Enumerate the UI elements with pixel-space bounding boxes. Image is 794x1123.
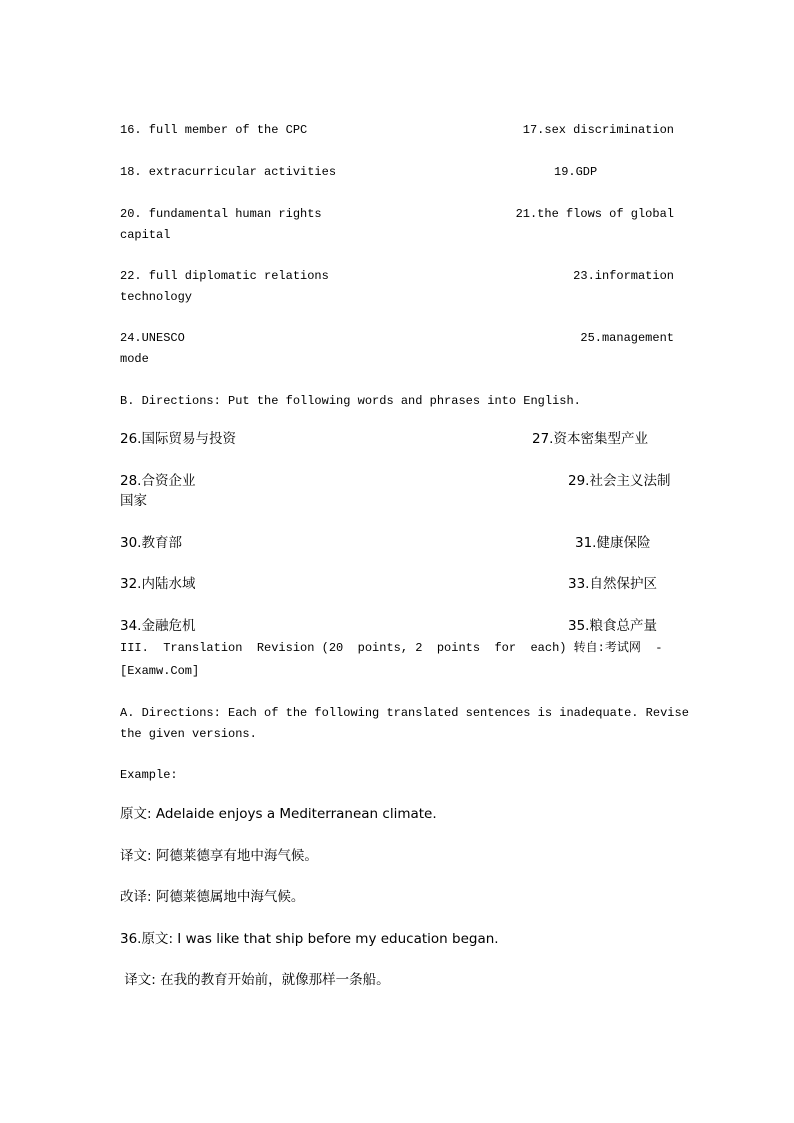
- section-iii-heading-cont: [Examw.Com]: [120, 664, 200, 678]
- example-translation: 译文: 阿德莱德享有地中海气候。: [120, 848, 318, 864]
- item-28: 28.合资企业: [120, 473, 196, 489]
- item-26: 26.国际贸易与投资: [120, 431, 236, 447]
- item-21-continuation: capital: [120, 228, 171, 242]
- item-25: 25.management: [580, 331, 674, 345]
- item-24: 24.UNESCO: [120, 331, 185, 345]
- item-33: 33.自然保护区: [568, 576, 657, 592]
- item-22: 22. full diplomatic relations: [120, 269, 329, 283]
- example-source: 原文: Adelaide enjoys a Mediterranean climate.: [120, 806, 437, 822]
- section-iii-directions-cont: the given versions.: [120, 727, 257, 741]
- item-16: 16. full member of the CPC: [120, 123, 308, 137]
- example-revision: 改译: 阿德莱德属地中海气候。: [120, 889, 305, 905]
- section-iii-heading: III. Translation Revision (20 points, 2 points for each) 转自:考试网 -: [120, 641, 663, 655]
- item-23-continuation: technology: [120, 290, 193, 304]
- item-19: 19.GDP: [554, 165, 598, 179]
- item-32: 32.内陆水域: [120, 576, 196, 592]
- item-17: 17.sex discrimination: [522, 123, 674, 137]
- item-35: 35.粮食总产量: [568, 618, 657, 634]
- q36-source: 36.原文: I was like that ship before my education began.: [120, 931, 499, 947]
- item-30: 30.教育部: [120, 535, 182, 551]
- item-23: 23.information: [573, 269, 674, 283]
- item-34: 34.金融危机: [120, 618, 196, 634]
- item-25-continuation: mode: [120, 352, 149, 366]
- q36-translation: 译文: 在我的教育开始前，就像那样一条船。: [120, 972, 390, 988]
- example-label: Example:: [120, 768, 178, 782]
- item-20: 20. fundamental human rights: [120, 207, 322, 221]
- item-18: 18. extracurricular activities: [120, 165, 337, 179]
- section-iii-directions: A. Directions: Each of the following translated sentences is inadequate. Revise: [120, 706, 689, 720]
- item-29: 29.社会主义法制: [568, 473, 671, 489]
- section-b-directions: B. Directions: Put the following words and phrases into English.: [120, 394, 581, 408]
- item-21: 21.the flows of global: [515, 207, 674, 221]
- item-29-continuation: 国家: [120, 493, 147, 509]
- item-31: 31.健康保险: [575, 535, 651, 551]
- item-27: 27.资本密集型产业: [532, 431, 648, 447]
